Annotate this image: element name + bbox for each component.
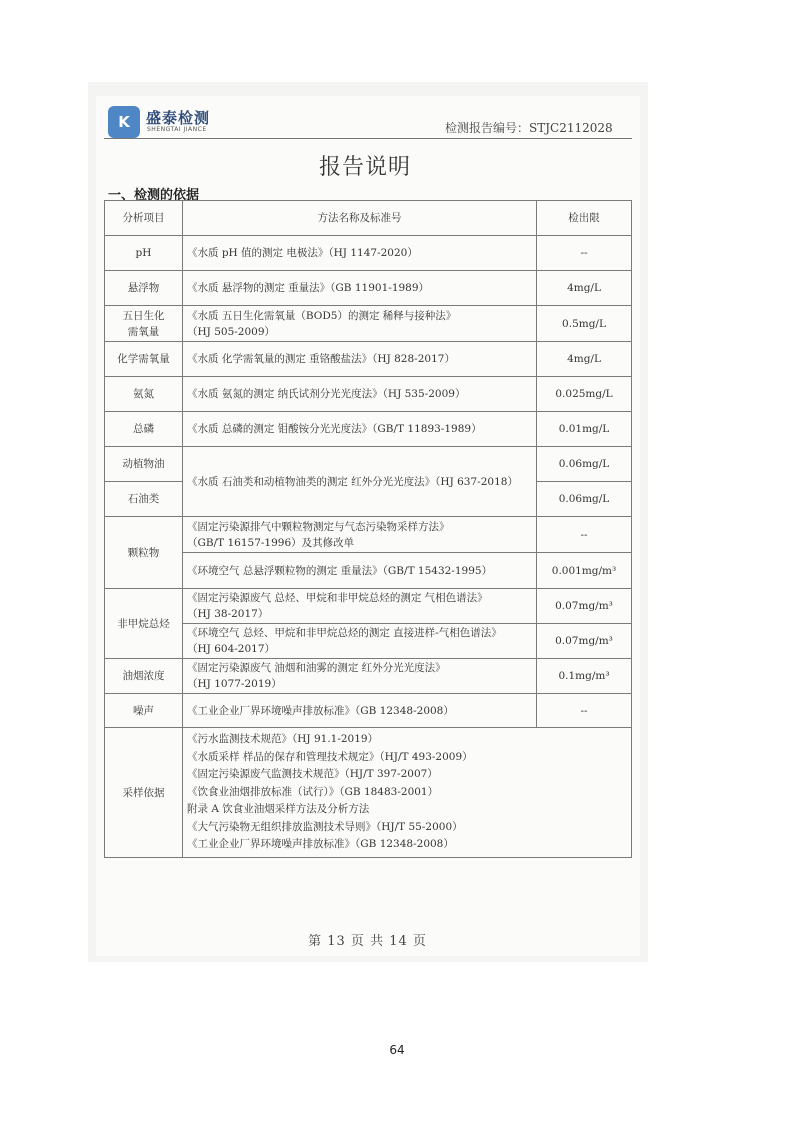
- company-logo-icon: K: [108, 106, 140, 138]
- row-method: [183, 589, 537, 624]
- table-row: [105, 377, 632, 412]
- row-item-text: 五日生化需氧量: [122, 309, 165, 338]
- row-item: pH: [105, 236, 183, 271]
- table-row: [105, 342, 632, 377]
- header-method: 方法名称及标准号: [183, 201, 537, 236]
- row-item: 噪声: [105, 694, 183, 728]
- row-item: 油烟浓度: [105, 659, 183, 694]
- method-line: 《水质 五日生化需氧量（BOD5）的测定 稀释与接种法》: [187, 309, 457, 322]
- row-method: [183, 517, 537, 553]
- row-item: 悬浮物: [105, 271, 183, 306]
- method-line: 《水质采样 样品的保存和管理技术规定》（HJ/T 493-2009）: [187, 750, 473, 763]
- row-limit: 4mg/L: [537, 271, 632, 306]
- row-method: [183, 412, 537, 447]
- company-name-en: SHENGTAI JIANCE: [147, 126, 207, 133]
- header-item: 分析项目: [105, 201, 183, 236]
- table-row: [105, 728, 632, 858]
- table-row: [105, 306, 632, 342]
- method-line: 《水质 总磷的测定 钼酸铵分光光度法》（GB/T 11893-1989）: [187, 423, 482, 435]
- row-method: [183, 553, 537, 589]
- row-item: 石油类: [105, 482, 183, 517]
- header-divider: [104, 138, 632, 139]
- method-line: （GB/T 16157-1996）及其修改单: [187, 536, 355, 549]
- row-item: 化学需氧量: [105, 342, 183, 377]
- table-row: [105, 517, 632, 553]
- table-row: [105, 694, 632, 728]
- row-method: [183, 447, 537, 517]
- page-footer: 第 13 页 共 14 页: [308, 934, 427, 949]
- method-line: 《固定污染源废气 油烟和油雾的测定 红外分光光度法》: [187, 662, 446, 674]
- method-line: 《水质 pH 值的测定 电极法》（HJ 1147-2020）: [187, 247, 418, 259]
- method-line: 《饮食业油烟排放标准（试行）》（GB 18483-2001）: [187, 785, 439, 798]
- method-line: 《污水监测技术规范》（HJ 91.1-2019）: [187, 733, 379, 746]
- row-limit: 0.5mg/L: [537, 306, 632, 342]
- row-limit: 0.001mg/m³: [537, 553, 632, 589]
- report-number: 检测报告编号：STJC2112028: [445, 121, 613, 135]
- table-row: [105, 589, 632, 624]
- row-method: [183, 377, 537, 412]
- standards-table: [104, 200, 632, 858]
- row-limit: --: [537, 694, 632, 728]
- row-limit: 0.025mg/L: [537, 377, 632, 412]
- row-limit: 4mg/L: [537, 342, 632, 377]
- row-method: [183, 694, 537, 728]
- method-line: 《水质 化学需氧量的测定 重铬酸盐法》（HJ 828-2017）: [187, 353, 455, 365]
- row-limit: 0.06mg/L: [537, 447, 632, 482]
- method-line: 《固定污染源废气监测技术规范》（HJ/T 397-2007）: [187, 768, 438, 781]
- method-line: 《工业企业厂界环境噪声排放标准》（GB 12348-2008）: [187, 704, 454, 717]
- method-line: 《水质 石油类和动植物油类的测定 红外分光光度法》（HJ 637-2018）: [187, 475, 518, 488]
- row-limit: 0.07mg/m³: [537, 589, 632, 624]
- row-item: 颗粒物: [105, 517, 183, 589]
- method-line: 《水质 悬浮物的测定 重量法》（GB 11901-1989）: [187, 282, 430, 294]
- company-name-cn: 盛泰检测: [146, 109, 211, 127]
- row-item: 总磷: [105, 412, 183, 447]
- row-item: 采样依据: [105, 728, 183, 858]
- row-limit: 0.07mg/m³: [537, 624, 632, 659]
- table-row: [105, 271, 632, 306]
- row-item: [105, 306, 183, 342]
- header-limit: 检出限: [537, 201, 632, 236]
- row-item: 非甲烷总烃: [105, 589, 183, 659]
- table-row: [105, 236, 632, 271]
- method-line: 《固定污染源废气 总烃、甲烷和非甲烷总烃的测定 气相色谱法》: [187, 592, 488, 604]
- method-line: （HJ 604-2017）: [187, 643, 276, 655]
- table-row: [105, 659, 632, 694]
- method-line: 《工业企业厂界环境噪声排放标准》（GB 12348-2008）: [187, 838, 454, 851]
- row-limit: --: [537, 517, 632, 553]
- row-method: [183, 306, 537, 342]
- method-line: 《水质 氨氮的测定 纳氏试剂分光光度法》（HJ 535-2009）: [187, 388, 466, 400]
- method-line: 《环境空气 总悬浮颗粒物的测定 重量法》（GB/T 15432-1995）: [187, 564, 493, 577]
- page-title: 报告说明: [318, 155, 411, 180]
- method-line: 《大气污染物无组织排放监测技术导则》（HJ/T 55-2000）: [187, 820, 463, 833]
- method-line: 《固定污染源排气中颗粒物测定与气态污染物采样方法》: [187, 520, 450, 533]
- row-limit: --: [537, 236, 632, 271]
- page-number: 64: [389, 1043, 405, 1057]
- row-method: [183, 271, 537, 306]
- table-row: [105, 624, 632, 659]
- row-limit: 0.06mg/L: [537, 482, 632, 517]
- row-limit: 0.01mg/L: [537, 412, 632, 447]
- table-row: [105, 447, 632, 482]
- table-row: [105, 412, 632, 447]
- method-line: （HJ 1077-2019）: [187, 678, 282, 690]
- row-limit: 0.1mg/m³: [537, 659, 632, 694]
- section-title: 一、检测的依据: [108, 188, 200, 203]
- table-header-row: [105, 201, 632, 236]
- row-method: [183, 659, 537, 694]
- method-line: （HJ 38-2017）: [187, 608, 269, 620]
- row-method: [183, 236, 537, 271]
- method-line: （HJ 505-2009）: [187, 325, 276, 338]
- row-item: 氨氮: [105, 377, 183, 412]
- row-method: [183, 624, 537, 659]
- table-row: [105, 553, 632, 589]
- method-line: 附录 A 饮食业油烟采样方法及分析方法: [187, 803, 370, 816]
- row-method: [183, 342, 537, 377]
- method-line: 《环境空气 总烃、甲烷和非甲烷总烃的测定 直接进样-气相色谱法》: [187, 627, 502, 639]
- row-item: 动植物油: [105, 447, 183, 482]
- row-method: [183, 728, 632, 858]
